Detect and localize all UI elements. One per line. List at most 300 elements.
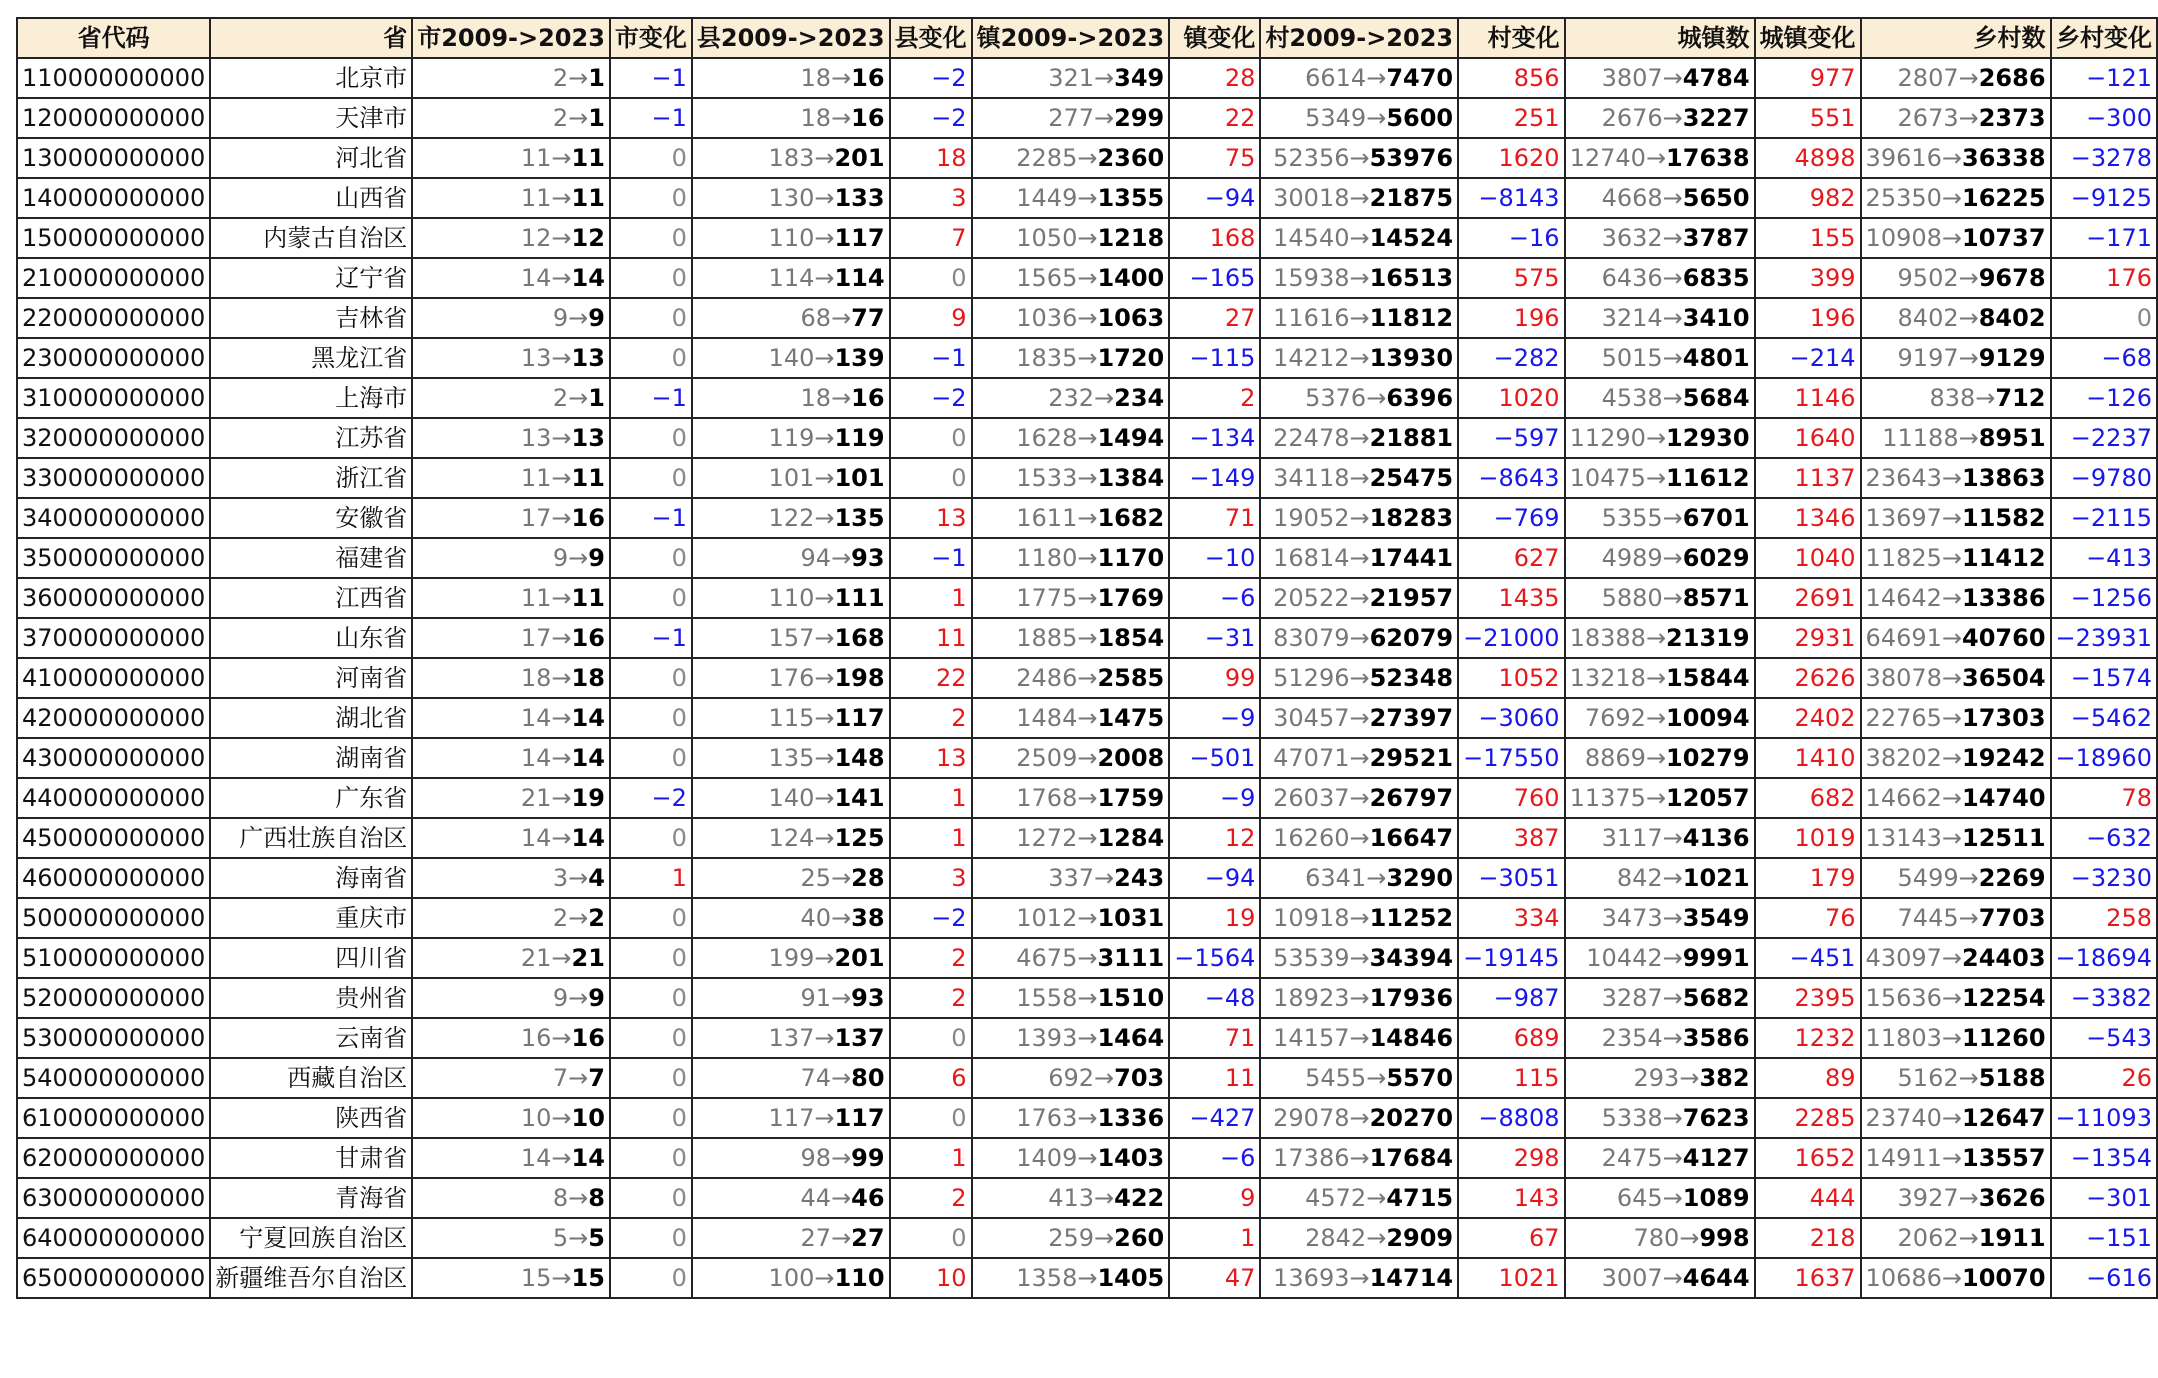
header-province-code: 省代码 bbox=[17, 18, 210, 58]
rural-old-value: 38202 bbox=[1865, 744, 1942, 772]
arrow-icon: → bbox=[1366, 864, 1387, 892]
county-change-cell: 0 bbox=[890, 458, 972, 498]
urban-old-value: 10475 bbox=[1569, 464, 1646, 492]
urban-range-cell bbox=[1565, 978, 1755, 1018]
rural-new-value: 24403 bbox=[1962, 944, 2046, 972]
rural-change-cell: 26 bbox=[2051, 1058, 2157, 1098]
town-new-value: 2008 bbox=[1097, 744, 1165, 772]
town-range-cell bbox=[972, 498, 1170, 538]
village-old-value: 4572 bbox=[1305, 1184, 1367, 1212]
county-new-value: 77 bbox=[851, 304, 885, 332]
rural-change-cell: −23931 bbox=[2051, 618, 2157, 658]
arrow-icon: → bbox=[1662, 104, 1683, 132]
county-new-value: 99 bbox=[851, 1144, 885, 1172]
city-old-value: 9 bbox=[552, 544, 569, 572]
town-old-value: 1628 bbox=[1016, 424, 1078, 452]
city-old-value: 9 bbox=[552, 304, 569, 332]
city-range-cell bbox=[412, 538, 610, 578]
rural-old-value: 13697 bbox=[1865, 504, 1942, 532]
arrow-icon: → bbox=[1645, 424, 1667, 452]
arrow-icon: → bbox=[1662, 384, 1683, 412]
county-range-cell bbox=[692, 618, 890, 658]
arrow-icon: → bbox=[1958, 104, 1979, 132]
table-body bbox=[17, 58, 2157, 1298]
village-change-cell: −16 bbox=[1458, 218, 1564, 258]
town-change-cell: 168 bbox=[1169, 218, 1260, 258]
arrow-icon: → bbox=[814, 704, 835, 732]
county-change-cell: 1 bbox=[890, 1138, 972, 1178]
town-old-value: 1272 bbox=[1016, 824, 1078, 852]
urban-change-cell: 444 bbox=[1755, 1178, 1861, 1218]
county-new-value: 46 bbox=[851, 1184, 885, 1212]
arrow-icon: → bbox=[1077, 304, 1098, 332]
province-name-cell: 北京市 bbox=[210, 58, 412, 98]
county-change-cell: 1 bbox=[890, 778, 972, 818]
province-name-cell: 重庆市 bbox=[210, 898, 412, 938]
urban-change-cell: 1146 bbox=[1755, 378, 1861, 418]
arrow-icon: → bbox=[551, 424, 572, 452]
arrow-icon: → bbox=[1077, 704, 1098, 732]
arrow-icon: → bbox=[1094, 64, 1115, 92]
town-old-value: 1036 bbox=[1016, 304, 1078, 332]
province-name-cell: 河北省 bbox=[210, 138, 412, 178]
arrow-icon: → bbox=[1679, 1224, 1700, 1252]
village-old-value: 29078 bbox=[1273, 1104, 1350, 1132]
arrow-icon: → bbox=[1662, 824, 1683, 852]
village-new-value: 14846 bbox=[1369, 1024, 1454, 1052]
rural-old-value: 9197 bbox=[1897, 344, 1959, 372]
rural-change-cell: −1256 bbox=[2051, 578, 2157, 618]
town-new-value: 1682 bbox=[1097, 504, 1165, 532]
city-old-value: 17 bbox=[520, 624, 552, 652]
urban-old-value: 3214 bbox=[1601, 304, 1663, 332]
town-range-cell bbox=[972, 698, 1170, 738]
table-row bbox=[17, 818, 2157, 858]
rural-range-cell bbox=[1861, 458, 2051, 498]
arrow-icon: → bbox=[1941, 624, 1963, 652]
arrow-icon: → bbox=[1077, 584, 1098, 612]
county-range-cell bbox=[692, 1258, 890, 1298]
city-change-cell: 0 bbox=[610, 658, 692, 698]
county-change-cell: 18 bbox=[890, 138, 972, 178]
rural-new-value: 712 bbox=[1995, 384, 2046, 412]
rural-new-value: 12254 bbox=[1962, 984, 2046, 1012]
arrow-icon: → bbox=[568, 544, 589, 572]
arrow-icon: → bbox=[1094, 1184, 1115, 1212]
urban-new-value: 15844 bbox=[1666, 664, 1750, 692]
city-change-cell: 0 bbox=[610, 1058, 692, 1098]
urban-change-cell: 155 bbox=[1755, 218, 1861, 258]
city-range-cell bbox=[412, 218, 610, 258]
village-change-cell: 1021 bbox=[1458, 1258, 1564, 1298]
arrow-icon: → bbox=[1662, 504, 1683, 532]
county-range-cell bbox=[692, 858, 890, 898]
village-change-cell: 1052 bbox=[1458, 658, 1564, 698]
village-old-value: 30457 bbox=[1273, 704, 1350, 732]
town-old-value: 2509 bbox=[1016, 744, 1078, 772]
table-row bbox=[17, 498, 2157, 538]
rural-new-value: 9678 bbox=[1978, 264, 2046, 292]
town-new-value: 243 bbox=[1114, 864, 1165, 892]
table-row bbox=[17, 338, 2157, 378]
village-change-cell: −3060 bbox=[1458, 698, 1564, 738]
county-new-value: 80 bbox=[851, 1064, 885, 1092]
urban-change-cell: 2931 bbox=[1755, 618, 1861, 658]
urban-new-value: 4784 bbox=[1682, 64, 1750, 92]
arrow-icon: → bbox=[1349, 304, 1370, 332]
urban-range-cell bbox=[1565, 1218, 1755, 1258]
arrow-icon: → bbox=[1662, 1264, 1683, 1292]
county-change-cell: 0 bbox=[890, 418, 972, 458]
table-row bbox=[17, 898, 2157, 938]
table-row bbox=[17, 658, 2157, 698]
town-old-value: 1484 bbox=[1016, 704, 1078, 732]
county-new-value: 117 bbox=[834, 1104, 885, 1132]
table-row bbox=[17, 378, 2157, 418]
county-range-cell bbox=[692, 98, 890, 138]
arrow-icon: → bbox=[551, 944, 572, 972]
city-new-value: 14 bbox=[571, 264, 605, 292]
county-old-value: 114 bbox=[768, 264, 815, 292]
city-old-value: 14 bbox=[520, 704, 552, 732]
arrow-icon: → bbox=[831, 864, 852, 892]
county-new-value: 117 bbox=[834, 704, 885, 732]
city-range-cell bbox=[412, 778, 610, 818]
county-change-cell: 2 bbox=[890, 698, 972, 738]
village-change-cell: −19145 bbox=[1458, 938, 1564, 978]
city-range-cell bbox=[412, 1018, 610, 1058]
urban-old-value: 5355 bbox=[1601, 504, 1663, 532]
province-code-cell: 340000000000 bbox=[17, 498, 210, 538]
arrow-icon: → bbox=[1077, 504, 1098, 532]
arrow-icon: → bbox=[831, 104, 852, 132]
arrow-icon: → bbox=[1662, 304, 1683, 332]
header-city-range: 市2009->2023 bbox=[412, 18, 610, 58]
rural-change-cell: −1574 bbox=[2051, 658, 2157, 698]
rural-range-cell bbox=[1861, 978, 2051, 1018]
county-change-cell: 2 bbox=[890, 978, 972, 1018]
arrow-icon: → bbox=[551, 624, 572, 652]
county-range-cell bbox=[692, 898, 890, 938]
town-range-cell bbox=[972, 298, 1170, 338]
urban-new-value: 7623 bbox=[1682, 1104, 1750, 1132]
town-new-value: 1400 bbox=[1097, 264, 1165, 292]
village-range-cell bbox=[1260, 298, 1458, 338]
province-name-cell: 海南省 bbox=[210, 858, 412, 898]
arrow-icon: → bbox=[814, 1264, 835, 1292]
county-old-value: 157 bbox=[768, 624, 815, 652]
table-row bbox=[17, 218, 2157, 258]
arrow-icon: → bbox=[568, 64, 589, 92]
urban-old-value: 8869 bbox=[1584, 744, 1646, 772]
village-new-value: 21957 bbox=[1369, 584, 1454, 612]
arrow-icon: → bbox=[1958, 64, 1979, 92]
rural-new-value: 10070 bbox=[1962, 1264, 2046, 1292]
province-code-cell: 130000000000 bbox=[17, 138, 210, 178]
county-old-value: 91 bbox=[800, 984, 832, 1012]
arrow-icon: → bbox=[1975, 384, 1996, 412]
arrow-icon: → bbox=[568, 104, 589, 132]
table-row bbox=[17, 178, 2157, 218]
town-new-value: 1336 bbox=[1097, 1104, 1165, 1132]
village-old-value: 14212 bbox=[1273, 344, 1350, 372]
county-new-value: 93 bbox=[851, 984, 885, 1012]
village-change-cell: 115 bbox=[1458, 1058, 1564, 1098]
arrow-icon: → bbox=[1941, 224, 1963, 252]
city-range-cell bbox=[412, 418, 610, 458]
arrow-icon: → bbox=[814, 824, 835, 852]
city-change-cell: 0 bbox=[610, 538, 692, 578]
urban-change-cell: 196 bbox=[1755, 298, 1861, 338]
urban-change-cell: −214 bbox=[1755, 338, 1861, 378]
county-change-cell: 7 bbox=[890, 218, 972, 258]
county-range-cell bbox=[692, 1178, 890, 1218]
village-range-cell bbox=[1260, 858, 1458, 898]
arrow-icon: → bbox=[1077, 744, 1098, 772]
urban-old-value: 645 bbox=[1616, 1184, 1663, 1212]
city-range-cell bbox=[412, 58, 610, 98]
town-range-cell bbox=[972, 978, 1170, 1018]
province-name-cell: 内蒙古自治区 bbox=[210, 218, 412, 258]
city-range-cell bbox=[412, 738, 610, 778]
arrow-icon: → bbox=[1941, 1264, 1963, 1292]
province-code-cell: 140000000000 bbox=[17, 178, 210, 218]
urban-old-value: 3007 bbox=[1601, 1264, 1663, 1292]
city-old-value: 8 bbox=[552, 1184, 569, 1212]
arrow-icon: → bbox=[568, 1224, 589, 1252]
village-new-value: 21875 bbox=[1369, 184, 1454, 212]
village-old-value: 13693 bbox=[1273, 1264, 1350, 1292]
county-change-cell: −2 bbox=[890, 378, 972, 418]
city-change-cell: −2 bbox=[610, 778, 692, 818]
arrow-icon: → bbox=[1941, 944, 1963, 972]
urban-new-value: 998 bbox=[1699, 1224, 1750, 1252]
arrow-icon: → bbox=[1349, 784, 1370, 812]
town-old-value: 4675 bbox=[1016, 944, 1078, 972]
arrow-icon: → bbox=[814, 224, 835, 252]
town-old-value: 692 bbox=[1048, 1064, 1095, 1092]
urban-old-value: 18388 bbox=[1569, 624, 1646, 652]
village-new-value: 20270 bbox=[1369, 1104, 1454, 1132]
arrow-icon: → bbox=[1941, 1104, 1963, 1132]
county-new-value: 148 bbox=[834, 744, 885, 772]
town-change-cell: −134 bbox=[1169, 418, 1260, 458]
arrow-icon: → bbox=[551, 824, 572, 852]
arrow-icon: → bbox=[1662, 544, 1683, 572]
rural-change-cell: 258 bbox=[2051, 898, 2157, 938]
rural-range-cell bbox=[1861, 338, 2051, 378]
arrow-icon: → bbox=[1077, 344, 1098, 372]
arrow-icon: → bbox=[1958, 1224, 1979, 1252]
village-range-cell bbox=[1260, 98, 1458, 138]
urban-old-value: 5338 bbox=[1601, 1104, 1663, 1132]
arrow-icon: → bbox=[1349, 544, 1370, 572]
urban-old-value: 2354 bbox=[1601, 1024, 1663, 1052]
village-new-value: 34394 bbox=[1369, 944, 1454, 972]
city-range-cell bbox=[412, 1138, 610, 1178]
rural-new-value: 13557 bbox=[1962, 1144, 2046, 1172]
county-change-cell: 2 bbox=[890, 1178, 972, 1218]
arrow-icon: → bbox=[814, 184, 835, 212]
village-range-cell bbox=[1260, 738, 1458, 778]
urban-old-value: 7692 bbox=[1584, 704, 1646, 732]
urban-new-value: 4136 bbox=[1682, 824, 1750, 852]
arrow-icon: → bbox=[1077, 544, 1098, 572]
county-change-cell: 3 bbox=[890, 858, 972, 898]
rural-range-cell bbox=[1861, 1058, 2051, 1098]
rural-range-cell bbox=[1861, 258, 2051, 298]
county-change-cell: 1 bbox=[890, 818, 972, 858]
urban-old-value: 6436 bbox=[1601, 264, 1663, 292]
arrow-icon: → bbox=[831, 384, 852, 412]
arrow-icon: → bbox=[1941, 584, 1963, 612]
town-new-value: 1218 bbox=[1097, 224, 1165, 252]
urban-change-cell: 179 bbox=[1755, 858, 1861, 898]
table-row bbox=[17, 138, 2157, 178]
urban-range-cell bbox=[1565, 1058, 1755, 1098]
rural-change-cell: 176 bbox=[2051, 258, 2157, 298]
village-change-cell: 196 bbox=[1458, 298, 1564, 338]
town-change-cell: −9 bbox=[1169, 698, 1260, 738]
province-code-cell: 640000000000 bbox=[17, 1218, 210, 1258]
rural-range-cell bbox=[1861, 898, 2051, 938]
table-row bbox=[17, 978, 2157, 1018]
rural-old-value: 2807 bbox=[1897, 64, 1959, 92]
town-change-cell: 19 bbox=[1169, 898, 1260, 938]
arrow-icon: → bbox=[814, 1104, 835, 1132]
rural-new-value: 14740 bbox=[1962, 784, 2046, 812]
arrow-icon: → bbox=[1349, 904, 1370, 932]
urban-range-cell bbox=[1565, 1098, 1755, 1138]
arrow-icon: → bbox=[1958, 264, 1979, 292]
city-range-cell bbox=[412, 658, 610, 698]
village-range-cell bbox=[1260, 1218, 1458, 1258]
rural-range-cell bbox=[1861, 138, 2051, 178]
arrow-icon: → bbox=[1941, 984, 1963, 1012]
rural-range-cell bbox=[1861, 698, 2051, 738]
city-old-value: 13 bbox=[520, 424, 552, 452]
village-range-cell bbox=[1260, 178, 1458, 218]
arrow-icon: → bbox=[1349, 624, 1370, 652]
urban-range-cell bbox=[1565, 538, 1755, 578]
arrow-icon: → bbox=[1941, 744, 1963, 772]
village-old-value: 16260 bbox=[1273, 824, 1350, 852]
arrow-icon: → bbox=[551, 1024, 572, 1052]
village-change-cell: −282 bbox=[1458, 338, 1564, 378]
rural-old-value: 9502 bbox=[1897, 264, 1959, 292]
arrow-icon: → bbox=[551, 264, 572, 292]
city-new-value: 9 bbox=[588, 984, 605, 1012]
urban-change-cell: 2691 bbox=[1755, 578, 1861, 618]
arrow-icon: → bbox=[1941, 1144, 1963, 1172]
arrow-icon: → bbox=[1077, 624, 1098, 652]
urban-range-cell bbox=[1565, 618, 1755, 658]
town-old-value: 1768 bbox=[1016, 784, 1078, 812]
county-new-value: 16 bbox=[851, 64, 885, 92]
urban-range-cell bbox=[1565, 578, 1755, 618]
county-range-cell bbox=[692, 738, 890, 778]
rural-old-value: 2062 bbox=[1897, 1224, 1959, 1252]
county-range-cell bbox=[692, 258, 890, 298]
arrow-icon: → bbox=[1662, 944, 1683, 972]
arrow-icon: → bbox=[1077, 944, 1098, 972]
village-range-cell bbox=[1260, 618, 1458, 658]
county-new-value: 16 bbox=[851, 384, 885, 412]
rural-new-value: 12511 bbox=[1962, 824, 2046, 852]
arrow-icon: → bbox=[568, 1064, 589, 1092]
county-old-value: 110 bbox=[768, 224, 815, 252]
city-new-value: 16 bbox=[571, 624, 605, 652]
arrow-icon: → bbox=[1645, 624, 1667, 652]
table-row bbox=[17, 1058, 2157, 1098]
urban-change-cell: −451 bbox=[1755, 938, 1861, 978]
rural-change-cell: −1354 bbox=[2051, 1138, 2157, 1178]
rural-change-cell: −300 bbox=[2051, 98, 2157, 138]
village-new-value: 18283 bbox=[1369, 504, 1454, 532]
county-range-cell bbox=[692, 498, 890, 538]
village-old-value: 47071 bbox=[1273, 744, 1350, 772]
urban-new-value: 21319 bbox=[1666, 624, 1750, 652]
village-change-cell: −597 bbox=[1458, 418, 1564, 458]
county-old-value: 68 bbox=[800, 304, 832, 332]
arrow-icon: → bbox=[814, 624, 835, 652]
county-change-cell: 11 bbox=[890, 618, 972, 658]
table-row bbox=[17, 698, 2157, 738]
town-old-value: 259 bbox=[1048, 1224, 1095, 1252]
urban-range-cell bbox=[1565, 298, 1755, 338]
city-old-value: 16 bbox=[520, 1024, 552, 1052]
arrow-icon: → bbox=[1645, 144, 1667, 172]
village-range-cell bbox=[1260, 1258, 1458, 1298]
arrow-icon: → bbox=[1662, 1024, 1683, 1052]
arrow-icon: → bbox=[1077, 184, 1098, 212]
town-range-cell bbox=[972, 1098, 1170, 1138]
town-new-value: 1769 bbox=[1097, 584, 1165, 612]
county-change-cell: −2 bbox=[890, 58, 972, 98]
arrow-icon: → bbox=[1941, 504, 1963, 532]
header-town-range: 镇2009->2023 bbox=[972, 18, 1170, 58]
header-rural-change: 乡村变化 bbox=[2051, 18, 2157, 58]
village-range-cell bbox=[1260, 1138, 1458, 1178]
county-new-value: 198 bbox=[834, 664, 885, 692]
town-range-cell bbox=[972, 1018, 1170, 1058]
urban-new-value: 9991 bbox=[1682, 944, 1750, 972]
arrow-icon: → bbox=[1958, 904, 1979, 932]
arrow-icon: → bbox=[1349, 1144, 1370, 1172]
urban-change-cell: 2395 bbox=[1755, 978, 1861, 1018]
village-range-cell bbox=[1260, 458, 1458, 498]
province-code-cell: 220000000000 bbox=[17, 298, 210, 338]
province-code-cell: 410000000000 bbox=[17, 658, 210, 698]
rural-change-cell: −5462 bbox=[2051, 698, 2157, 738]
village-change-cell: −987 bbox=[1458, 978, 1564, 1018]
rural-range-cell bbox=[1861, 738, 2051, 778]
town-new-value: 1405 bbox=[1097, 1264, 1165, 1292]
town-old-value: 1885 bbox=[1016, 624, 1078, 652]
city-change-cell: 0 bbox=[610, 458, 692, 498]
city-change-cell: 0 bbox=[610, 418, 692, 458]
town-change-cell: 71 bbox=[1169, 498, 1260, 538]
rural-new-value: 13863 bbox=[1962, 464, 2046, 492]
rural-old-value: 13143 bbox=[1865, 824, 1942, 852]
town-change-cell: −427 bbox=[1169, 1098, 1260, 1138]
county-old-value: 98 bbox=[800, 1144, 832, 1172]
table-row bbox=[17, 1178, 2157, 1218]
header-county-change: 县变化 bbox=[890, 18, 972, 58]
town-change-cell: −48 bbox=[1169, 978, 1260, 1018]
village-range-cell bbox=[1260, 1018, 1458, 1058]
province-code-cell: 540000000000 bbox=[17, 1058, 210, 1098]
